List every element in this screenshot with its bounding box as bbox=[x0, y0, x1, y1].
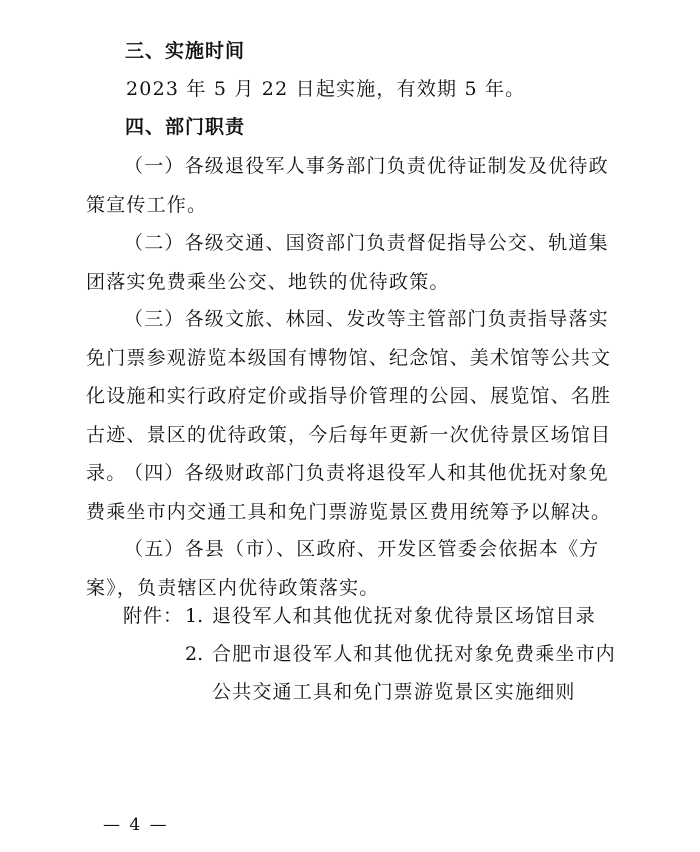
attachment-1-text: 退役军人和其他优抚对象优待景区场馆目录 bbox=[212, 605, 596, 627]
section-4-heading: 四、部门职责 bbox=[125, 116, 246, 138]
duty-item-3: （三）各级文旅、林园、发改等主管部门负责指导落实免门票参观游览本级国有博物馆、纪念馆、美术馆等公共文化设施和实行政府定价或指导价管理的公园、展览馆、名胜古迹、景区的优待政策，今后每年更新一次优待景区场馆目录。 bbox=[86, 308, 612, 484]
duty-item-2: （二）各级交通、国资部门负责督促指导公交、轨道集团落实免费乘坐公交、地铁的优待政策。 bbox=[86, 232, 609, 293]
page-number: — 4 — bbox=[103, 815, 169, 835]
section-3-content: 2023 年 5 月 22 日起实施，有效期 5 年。 bbox=[126, 78, 526, 100]
attachment-2-text: 合肥市退役军人和其他优抚对象免费乘坐市内公共交通工具和免门票游览景区实施细则 bbox=[212, 643, 617, 703]
duty-item-4: （四）各级财政部门负责将退役军人和其他优抚对象免费乘坐市内交通工具和免门票游览景区费用统筹予以解决。 bbox=[86, 462, 612, 523]
section-3-heading: 三、实施时间 bbox=[125, 40, 246, 62]
attachment-2-number: 2. bbox=[185, 643, 204, 665]
duty-item-1: （一）各级退役军人事务部门负责优待证制发及优待政策宣传工作。 bbox=[86, 155, 609, 216]
attachment-label: 附件： bbox=[123, 605, 184, 627]
attachment-1-number: 1. bbox=[185, 605, 204, 627]
duty-item-5: （五）各县（市）、区政府、开发区管委会依据本《方案》，负责辖区内优待政策落实。 bbox=[86, 538, 600, 599]
